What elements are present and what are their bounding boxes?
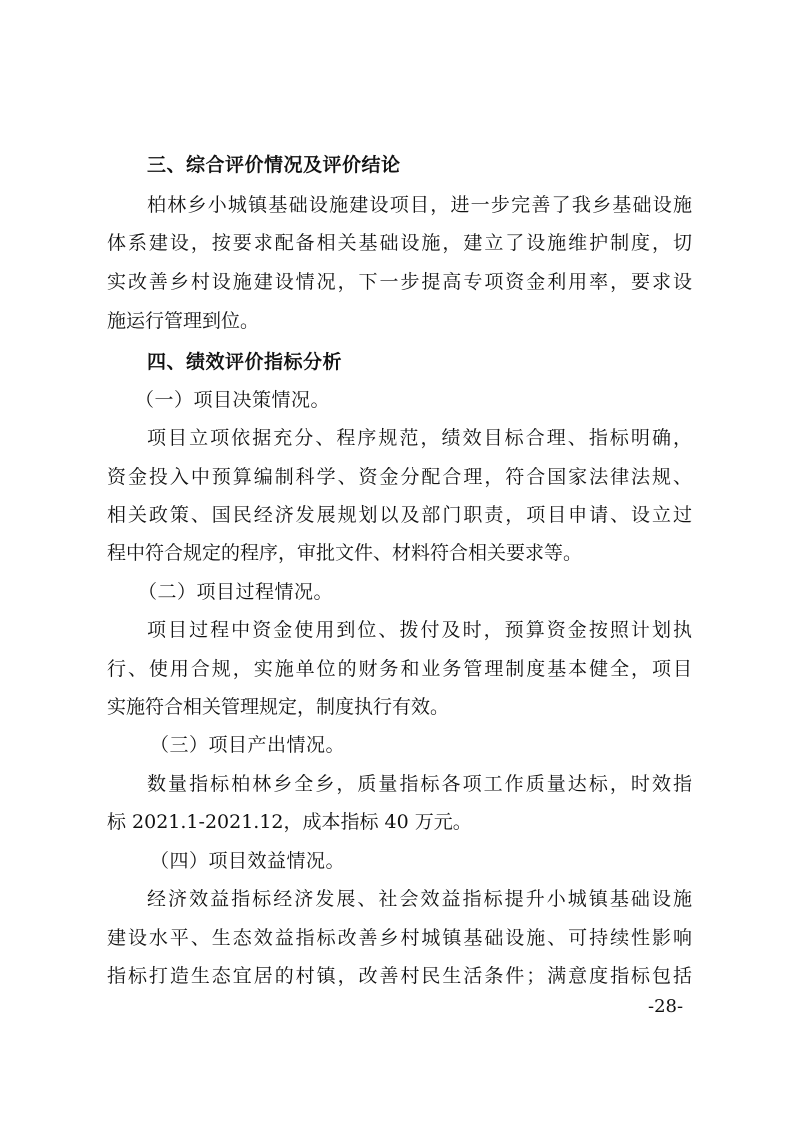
subsection-1-line-2: 资金投入中预算编制科学、资金分配合理，符合国家法律法规、 — [107, 466, 692, 488]
subsection-2-line-2: 行、使用合规，实施单位的财务和业务管理制度基本健全，项目 — [107, 658, 692, 680]
subsection-4-line-3: 指标打造生态宜居的村镇，改善村民生活条件；满意度指标包括 — [107, 965, 692, 987]
subsection-3-title: （三）项目产出情况。 — [150, 734, 346, 756]
subsection-1-line-3: 相关政策、国民经济发展规划以及部门职责，项目申请、设立过 — [107, 504, 692, 526]
section-3-line-2: 体系建设，按要求配备相关基础设施，建立了设施维护制度，切 — [107, 232, 692, 254]
subsection-2-line-3: 实施符合相关管理规定，制度执行有效。 — [107, 696, 450, 718]
subsection-2-title: （二）项目过程情况。 — [138, 581, 334, 603]
section-4-heading: 四、绩效评价指标分析 — [147, 351, 343, 373]
page-number: -28- — [648, 996, 684, 1017]
section-3-heading: 三、综合评价情况及评价结论 — [147, 154, 401, 176]
section-3-line-1: 柏林乡小城镇基础设施建设项目，进一步完善了我乡基础设施 — [147, 194, 692, 216]
subsection-4-title: （四）项目效益情况。 — [150, 850, 346, 872]
subsection-2-line-1: 项目过程中资金使用到位、拨付及时，预算资金按照计划执 — [147, 619, 692, 641]
subsection-3-line-1: 数量指标柏林乡全乡，质量指标各项工作质量达标，时效指 — [147, 773, 692, 795]
subsection-4-line-1: 经济效益指标经济发展、社会效益指标提升小城镇基础设施 — [147, 888, 692, 910]
section-3-line-4: 施运行管理到位。 — [107, 310, 260, 332]
subsection-4-line-2: 建设水平、生态效益指标改善乡村城镇基础设施、可持续性影响 — [107, 927, 692, 949]
subsection-1-title: （一）项目决策情况。 — [135, 389, 331, 411]
subsection-1-line-4: 程中符合规定的程序，审批文件、材料符合相关要求等。 — [107, 542, 583, 564]
subsection-1-line-1: 项目立项依据充分、程序规范，绩效目标合理、指标明确， — [147, 427, 692, 449]
section-3-line-3: 实改善乡村设施建设情况，下一步提高专项资金利用率，要求设 — [107, 271, 692, 293]
subsection-3-line-2: 标 2021.1-2021.12，成本指标 40 万元。 — [107, 811, 472, 833]
